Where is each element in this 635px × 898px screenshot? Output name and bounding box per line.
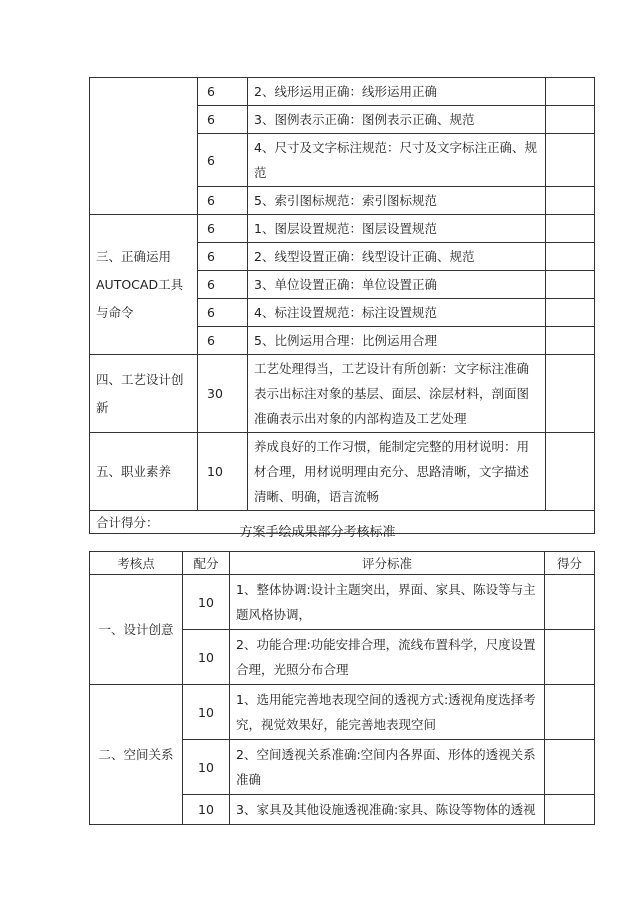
criteria-cell: 3、图例表示正确：图例表示正确、规范 [248, 106, 546, 134]
section-caption: 方案手绘成果部分考核标准 [239, 525, 396, 540]
item-cell-continued [90, 78, 198, 215]
score-cell: 6 [198, 299, 248, 327]
score-cell: 6 [198, 78, 248, 106]
item-cell-craft: 四、工艺设计创新 [90, 355, 198, 433]
table-row [90, 78, 595, 106]
criteria-cell: 5、比例运用合理：比例运用合理 [248, 327, 546, 355]
total-score-label: 合计得分： [90, 511, 595, 534]
table-row [90, 433, 595, 511]
score-cell: 10 [198, 433, 248, 511]
criteria-cell: 2、空间透视关系准确:空间内各界面、形体的透视关系准确 [230, 740, 545, 795]
got-score-cell [546, 78, 595, 106]
score-cell: 6 [198, 215, 248, 243]
score-cell: 6 [198, 243, 248, 271]
criteria-cell: 工艺处理得当，工艺设计有所创新：文字标注准确表示出标注对象的基层、面层、涂层材料，剖面图准确表示出对象的内部构造及工艺处理 [248, 355, 546, 433]
criteria-cell: 1、图层设置规范：图层设置规范 [248, 215, 546, 243]
score-cell: 10 [183, 740, 230, 795]
got-score-cell [546, 134, 595, 187]
got-score-cell [546, 327, 595, 355]
assessment-table-cad [89, 77, 595, 534]
got-score-cell [545, 575, 595, 630]
got-score-cell [545, 795, 595, 825]
got-score-cell [546, 355, 595, 433]
item-cell-autocad: 三、正确运用AUTOCAD工具与命令 [90, 215, 198, 355]
criteria-cell: 1、选用能完善地表现空间的透视方式:透视角度选择考究，视觉效果好，能完善地表现空间 [230, 685, 545, 740]
score-cell: 6 [198, 271, 248, 299]
table-row [90, 355, 595, 433]
criteria-cell: 1、整体协调:设计主题突出，界面、家具、陈设等与主题风格协调， [230, 575, 545, 630]
criteria-cell: 4、标注设置规范：标注设置规范 [248, 299, 546, 327]
header-criteria: 评分标准 [230, 552, 545, 575]
score-cell: 6 [198, 327, 248, 355]
got-score-cell [545, 740, 595, 795]
score-cell: 30 [198, 355, 248, 433]
item-cell-professional: 五、职业素养 [90, 433, 198, 511]
got-score-cell [546, 433, 595, 511]
criteria-cell: 3、家具及其他设施透视准确:家具、陈设等物体的透视 [230, 795, 545, 825]
item-cell-space: 二、空间关系 [90, 685, 183, 825]
criteria-cell: 2、线型设置正确：线型设计正确、规范 [248, 243, 546, 271]
score-cell: 6 [198, 106, 248, 134]
got-score-cell [546, 271, 595, 299]
score-cell: 6 [198, 134, 248, 187]
criteria-cell: 养成良好的工作习惯，能制定完整的用材说明：用材合理，用材说明理由充分、思路清晰，文字描述清晰、明确，语言流畅 [248, 433, 546, 511]
score-cell: 10 [183, 575, 230, 630]
got-score-cell [545, 685, 595, 740]
header-item: 考核点 [90, 552, 183, 575]
score-cell: 10 [183, 630, 230, 685]
header-got: 得分 [545, 552, 595, 575]
score-cell: 10 [183, 795, 230, 825]
score-cell: 6 [198, 187, 248, 215]
got-score-cell [546, 106, 595, 134]
got-score-cell [546, 215, 595, 243]
got-score-cell [546, 299, 595, 327]
criteria-cell: 2、功能合理:功能安排合理，流线布置科学，尺度设置合理，光照分布合理 [230, 630, 545, 685]
got-score-cell [546, 243, 595, 271]
table-row [90, 215, 595, 243]
table-row [90, 685, 595, 740]
got-score-cell [546, 187, 595, 215]
criteria-cell: 2、线形运用正确：线形运用正确 [248, 78, 546, 106]
criteria-cell: 3、单位设置正确：单位设置正确 [248, 271, 546, 299]
header-score: 配分 [183, 552, 230, 575]
criteria-cell: 4、尺寸及文字标注规范：尺寸及文字标注正确、规范 [248, 134, 546, 187]
criteria-cell: 5、索引图标规范：索引图标规范 [248, 187, 546, 215]
got-score-cell [545, 630, 595, 685]
item-cell-creativity: 一、设计创意 [90, 575, 183, 685]
assessment-table-sketch [89, 551, 595, 825]
score-cell: 10 [183, 685, 230, 740]
table-row [90, 575, 595, 630]
header-row [90, 552, 595, 575]
